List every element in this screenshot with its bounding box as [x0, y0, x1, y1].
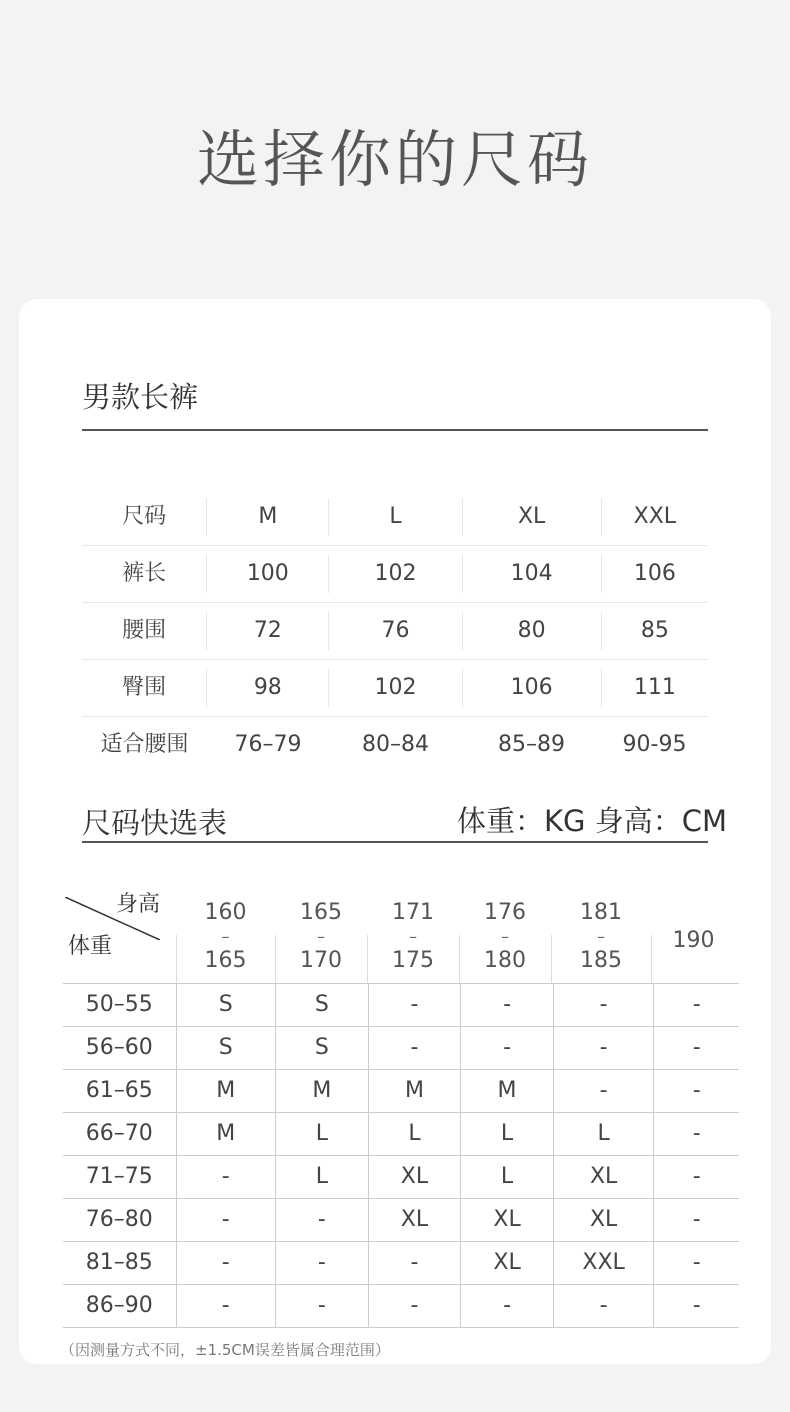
height-range-bottom: 190 — [672, 928, 715, 953]
size-cell: L — [276, 1156, 369, 1198]
size-cell: - — [692, 1121, 701, 1146]
table-row — [63, 1198, 739, 1241]
size-cell: XL — [554, 1156, 655, 1198]
row-label: 腰围 — [82, 612, 207, 650]
size-cell: XL — [554, 1199, 655, 1241]
size-cell: 85 — [640, 618, 669, 643]
height-range-dash: – — [409, 927, 417, 946]
size-cell: - — [369, 984, 462, 1026]
height-range-bottom: 175 — [392, 948, 434, 973]
size-cell: M — [177, 1070, 277, 1112]
weight-cell: 86–90 — [63, 1285, 177, 1327]
height-range-bottom: 185 — [580, 948, 622, 973]
size-cell: - — [554, 984, 655, 1026]
size-cell: 106 — [463, 669, 602, 707]
size-cell: - — [276, 1285, 369, 1327]
size-cell: L — [461, 1156, 554, 1198]
size-cell: M — [207, 498, 329, 536]
row-label: 臀围 — [82, 669, 207, 707]
weight-cell: 76–80 — [63, 1199, 177, 1241]
height-col-header — [275, 901, 367, 973]
size-cell: XXL — [554, 1242, 655, 1284]
size-cell: - — [369, 1285, 462, 1327]
size-cell: - — [692, 1293, 701, 1318]
quick-table-header — [63, 879, 739, 983]
column-divider — [551, 935, 552, 983]
row-label: 尺码 — [82, 498, 207, 536]
size-cell: 104 — [463, 555, 602, 593]
row-label: 裤长 — [82, 555, 207, 593]
size-cell: 80 — [463, 612, 602, 650]
height-range-top: 181 — [580, 900, 622, 925]
height-range-bottom: 170 — [300, 948, 342, 973]
size-cell: - — [177, 1156, 277, 1198]
size-cell: XL — [463, 498, 602, 536]
size-row-fit-waist — [82, 717, 708, 773]
height-range-top: 165 — [300, 900, 342, 925]
size-row-size — [82, 489, 708, 546]
units-label: 体重：KG 身高：CM — [457, 804, 727, 838]
height-range-bottom: 180 — [484, 948, 526, 973]
size-cell: - — [177, 1285, 277, 1327]
size-cell: M — [369, 1070, 462, 1112]
size-cell: 72 — [207, 612, 329, 650]
size-cell: M — [461, 1070, 554, 1112]
size-cell: L — [554, 1113, 655, 1155]
size-cell: XL — [369, 1156, 462, 1198]
table-row — [63, 1284, 739, 1328]
size-cell: - — [276, 1242, 369, 1284]
column-divider — [651, 935, 652, 983]
section-divider — [82, 841, 708, 843]
size-cell: S — [276, 1027, 369, 1069]
measurement-note: （因测量方式不同，±1.5CM误差皆属合理范围） — [60, 1341, 390, 1359]
size-cell: - — [369, 1027, 462, 1069]
pants-section-title: 男款长裤 — [82, 380, 199, 414]
table-row — [63, 1069, 739, 1112]
size-cell: - — [461, 984, 554, 1026]
size-cell: L — [461, 1113, 554, 1155]
table-row — [63, 1112, 739, 1155]
quick-section-title: 尺码快选表 — [82, 806, 228, 840]
size-cell: - — [692, 1207, 701, 1232]
size-cell: - — [692, 1250, 701, 1275]
height-col-header — [551, 901, 651, 973]
height-range-top: 176 — [484, 900, 526, 925]
height-range-bottom: 165 — [204, 948, 247, 973]
size-cell: 100 — [207, 555, 329, 593]
pants-size-table — [82, 489, 708, 773]
size-row-waist — [82, 603, 708, 660]
section-divider — [82, 429, 708, 431]
size-cell: 90-95 — [622, 732, 687, 757]
size-cell: - — [369, 1242, 462, 1284]
size-row-hip — [82, 660, 708, 717]
column-divider — [176, 935, 177, 983]
column-divider — [459, 935, 460, 983]
size-cell: - — [461, 1285, 554, 1327]
row-label: 适合腰围 — [100, 732, 189, 757]
size-cell: S — [177, 984, 277, 1026]
weight-cell: 71–75 — [63, 1156, 177, 1198]
weight-cell: 61–65 — [63, 1070, 177, 1112]
size-row-length — [82, 546, 708, 603]
height-range-dash: – — [597, 927, 605, 946]
size-cell: 76 — [329, 612, 462, 650]
weight-cell: 81–85 — [63, 1242, 177, 1284]
size-cell: - — [554, 1070, 655, 1112]
weight-cell: 50–55 — [63, 984, 177, 1026]
size-cell: 102 — [329, 669, 462, 707]
height-header-label: 身高 — [116, 892, 161, 917]
height-col-header — [459, 901, 551, 973]
size-cell: - — [692, 992, 701, 1017]
weight-cell: 56–60 — [63, 1027, 177, 1069]
column-divider — [275, 935, 276, 983]
size-cell: M — [177, 1113, 277, 1155]
size-cell: - — [461, 1027, 554, 1069]
size-cell: 102 — [329, 555, 462, 593]
size-cell: L — [329, 498, 462, 536]
size-cell: - — [692, 1164, 701, 1189]
size-cell: L — [369, 1113, 462, 1155]
size-cell: XL — [461, 1242, 554, 1284]
height-range-dash: – — [501, 927, 509, 946]
height-col-header — [367, 901, 459, 973]
size-cell: S — [276, 984, 369, 1026]
table-row — [63, 1155, 739, 1198]
size-cell: - — [554, 1285, 655, 1327]
size-cell: 98 — [207, 669, 329, 707]
size-cell: - — [177, 1199, 277, 1241]
weight-cell: 66–70 — [63, 1113, 177, 1155]
size-cell: XXL — [633, 504, 677, 529]
height-range-dash: – — [221, 927, 230, 946]
table-row — [63, 1241, 739, 1284]
size-cell: L — [276, 1113, 369, 1155]
size-cell: - — [177, 1242, 277, 1284]
size-cell: 106 — [633, 561, 676, 586]
size-cell: - — [554, 1027, 655, 1069]
size-cell: XL — [369, 1199, 462, 1241]
size-cell: 85–89 — [498, 732, 565, 757]
quick-size-table — [63, 879, 739, 1328]
column-divider — [367, 935, 368, 983]
size-cell: 76–79 — [234, 732, 302, 757]
height-range-dash: – — [317, 927, 325, 946]
size-cell: S — [177, 1027, 277, 1069]
size-cell: 80–84 — [362, 732, 429, 757]
height-col-header — [176, 901, 275, 973]
height-col-header — [651, 929, 736, 953]
size-cell: M — [276, 1070, 369, 1112]
size-cell: 111 — [633, 675, 676, 700]
size-card — [19, 299, 771, 1364]
table-row — [63, 983, 739, 1026]
size-cell: - — [692, 1035, 701, 1060]
weight-header-label: 体重 — [68, 934, 113, 959]
height-range-top: 171 — [392, 900, 434, 925]
size-cell: XL — [461, 1199, 554, 1241]
size-cell: - — [276, 1199, 369, 1241]
size-cell: - — [692, 1078, 701, 1103]
table-row — [63, 1026, 739, 1069]
page-title: 选择你的尺码 — [196, 123, 593, 196]
height-range-top: 160 — [204, 900, 247, 925]
